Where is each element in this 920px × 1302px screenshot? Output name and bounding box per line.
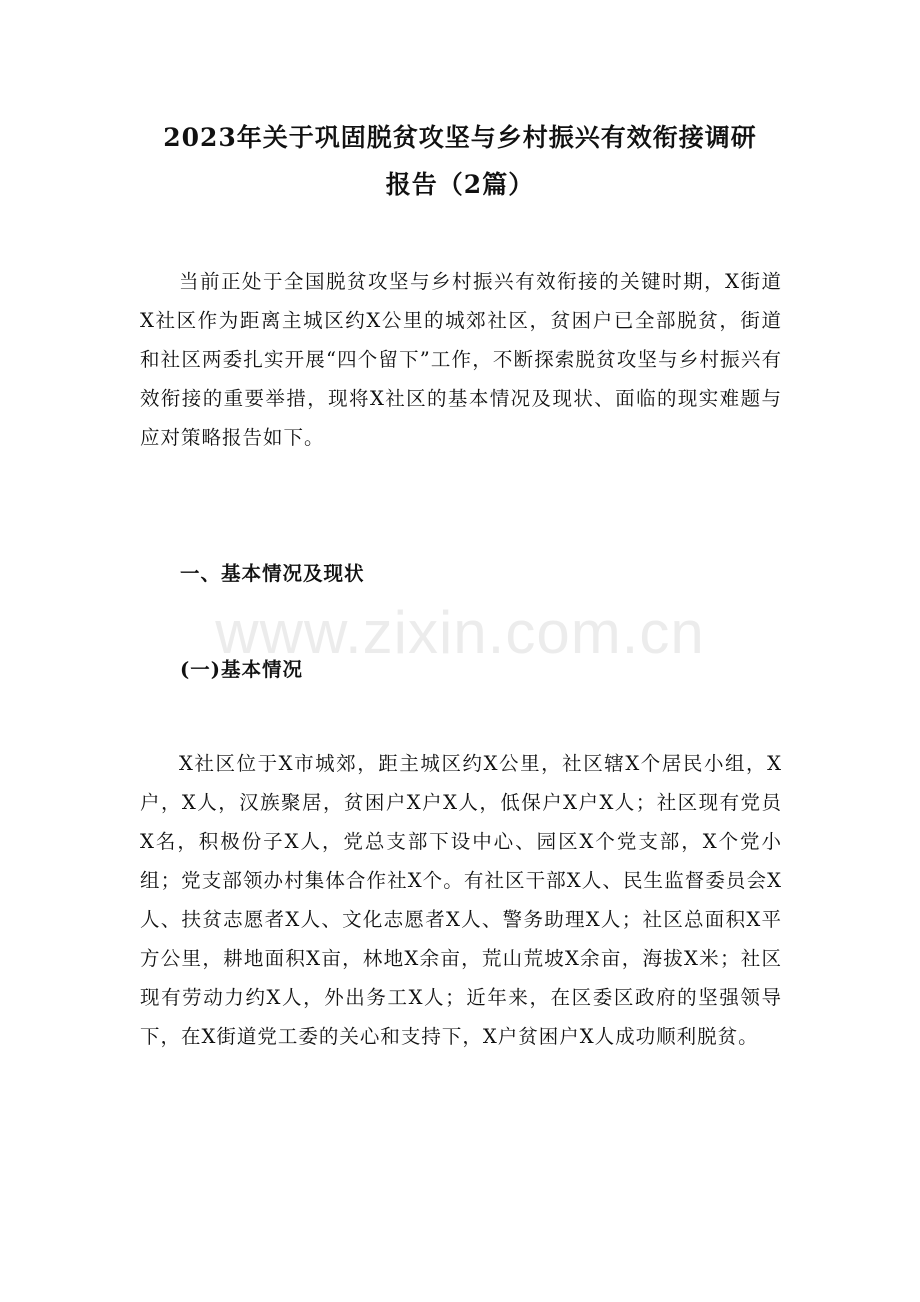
section-heading-basic-situation: 一、基本情况及现状 — [180, 562, 365, 585]
document-title-line-1: 2023年关于巩固脱贫攻坚与乡村振兴有效衔接调研 — [163, 123, 757, 152]
basic-situation-paragraph: X社区位于X市城郊，距主城区约X公里，社区辖X个居民小组，X户，X人，汉族聚居，贫困户X户X人，低保户X户X人；社区现有党员X名，积极份子X人，党总支部下设中心、园区X个党支部，X个党小组；党支部领办村集体合作社X个。有社区干部X人、民生监督委员会X人、扶贫志愿者X人、文化志愿者X人、警务助理X人；社区总面积X平方公里，耕地面积X亩，林地X余亩，荒山荒坡X余亩，海拔X米；社区现有劳动力约X人，外出务工X人；近年来，在区委区政府的坚强领导下，在X街道党工委的关心和支持下，X户贫困户X人成功顺利脱贫。 — [140, 752, 782, 1048]
document-title-line-2: 报告（2篇） — [385, 170, 535, 199]
subsection-heading-basic: (一)基本情况 — [180, 658, 303, 681]
watermark-text: www.zixin.com.cn — [215, 599, 705, 666]
intro-paragraph: 当前正处于全国脱贫攻坚与乡村振兴有效衔接的关键时期，X街道X社区作为距离主城区约X公里的城郊社区，贫困户已全部脱贫，街道和社区两委扎实开展“四个留下”工作，不断探索脱贫攻坚与乡村振兴有效衔接的重要举措，现将X社区的基本情况及现状、面临的现实难题与应对策略报告如下。 — [140, 270, 782, 449]
